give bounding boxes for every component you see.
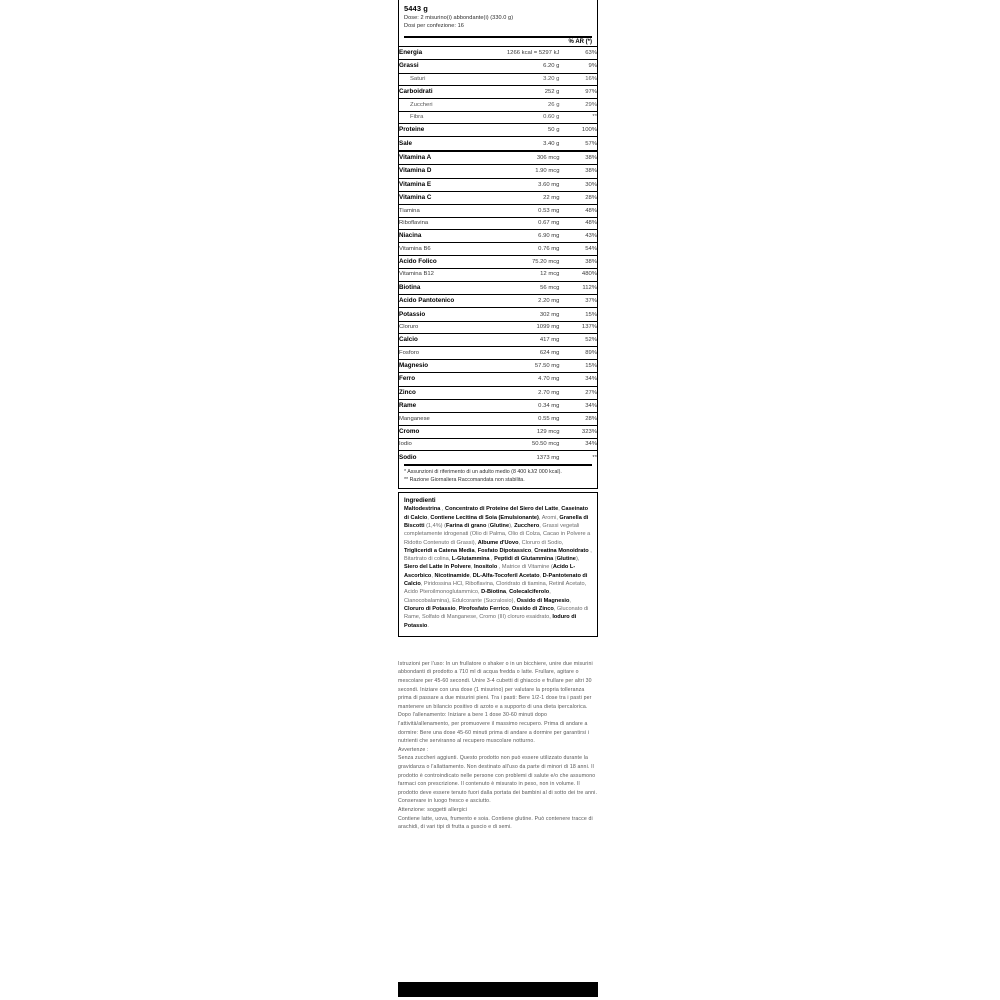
nutrition-row xyxy=(399,73,597,85)
nutrient-percent: ** xyxy=(559,111,597,123)
nutrient-name: Riboflavina xyxy=(399,217,495,229)
nutrition-table-body xyxy=(399,46,597,464)
nutrient-amount: 1373 mg xyxy=(495,451,560,464)
nutrient-name: Proteine xyxy=(399,124,495,137)
nutrition-row xyxy=(399,308,597,321)
nutrient-name: Iodio xyxy=(399,439,495,451)
nutrient-name: Potassio xyxy=(399,308,495,321)
nutrient-amount: 2.70 mg xyxy=(495,386,560,399)
nutrient-percent: 57% xyxy=(559,137,597,151)
nutrient-name: Vitamina D xyxy=(399,165,495,178)
directions-text: Istruzioni per l'uso: In un frullatore o shaker o in un bicchiere, unire due misurini abbondanti di prodotto a 710 ml di acqua fredda o latte. Frullare, agitare o mescolare per 45-60 secondi. Unire 3-4 cubetti di ghiaccio e frullare per altri 30 secondi. Iniziare con una dose (1 misurino) per valutare la propria tolleranza prima di passare a due misurini pieni. Tra i pasti: Bere 1/2-1 dose tra i pasti per mantenere un bilancio positivo di azoto e a supporto di una dieta ipercalorica. Dopo l'allenamento: Iniziare a bere 1 dose 30-60 minuti dopo l'attività/allenamento, per promuovere il massimo recupero. Prima di andare a dormire: Bere una dose 45-60 minuti prima di andare a dormire per garantirsi i nutrienti che serviranno al recupero muscolare notturno. xyxy=(398,660,593,745)
nutrition-row xyxy=(399,111,597,123)
nutrient-name: Biotina xyxy=(399,281,495,294)
nutrition-row xyxy=(399,60,597,73)
ingredients-text: Maltodestrina , Concentrato di Proteine del Siero del Latte, Caseinato di Calcio, Contiene Lecitina di Soia (Emulsionante), Aromi, Granella di Biscotti (1,4%) (Farina di grano (Glutine), Zucchero, Grassi vegetali completamente idrogenati (Olio di Palma, Olio di Colza, Cacao in Polvere a Ridotto Contenuto di Grassi), Albume d'Uovo, Cloruro di Sodio, Trigliceridi a Catena Media, Fosfato Dipotassico, Creatina Monoidrato , Bitartrato di colina, L-Glutammina , Peptidi di Glutammina (Glutine), Siero del Latte in Polvere, Inositolo , Matrice di Vitamine (Acido L-Ascorbico, Nicotinamide, DL-Alfa-Tocoferil Acetato, D-Pantotenato di Calcio, Piridossina HCl, Riboflavina, Cloridrato di tiamina, Retinil Acetato, Acido Pteroilmonoglutammico, D-Biotina, Colecalciferolo, Cianocobalamina), Edulcorante (Sucralosio), Ossido di Magnesio, Cloruro di Potassio, Pirofosfato Ferrico, Ossido di Zinco, Gluconato di Rame, Solfato di Manganese, Cromo (III) cloruro esaidrato, Ioduro di Potassio. xyxy=(404,506,592,629)
nutrient-name: Vitamina E xyxy=(399,178,495,191)
allergens-heading: Attenzione: soggetti allergici xyxy=(398,806,468,813)
ingredients-heading: Ingredienti xyxy=(404,497,436,505)
footnotes xyxy=(399,466,597,488)
nutrition-label xyxy=(398,0,598,832)
nutrient-amount: 0.67 mg xyxy=(495,217,560,229)
nutrient-amount: 3.20 g xyxy=(495,73,560,85)
nutrient-percent: 89% xyxy=(559,347,597,359)
nutrient-name: Saturi xyxy=(399,73,495,85)
nutrition-row xyxy=(399,294,597,307)
nutrient-percent: 112% xyxy=(559,281,597,294)
nutrient-amount: 6.20 g xyxy=(495,60,560,73)
nutrition-facts-panel xyxy=(398,0,598,489)
nutrient-amount: 2.20 mg xyxy=(495,294,560,307)
nutrition-row xyxy=(399,425,597,438)
nutrient-amount: 3.60 mg xyxy=(495,178,560,191)
nutrient-percent: ** xyxy=(559,451,597,464)
nutrient-percent: 97% xyxy=(559,85,597,98)
nutrient-amount: 50 g xyxy=(495,124,560,137)
nutrition-row xyxy=(399,137,597,151)
nutrient-name: Tiamina xyxy=(399,205,495,217)
nutrient-percent: 34% xyxy=(559,373,597,386)
nutrition-row xyxy=(399,255,597,268)
nutrition-row xyxy=(399,151,597,165)
nutrition-row xyxy=(399,205,597,217)
usage-and-warnings xyxy=(398,660,598,832)
nutrient-amount: 0.60 g xyxy=(495,111,560,123)
nutrient-name: Vitamina A xyxy=(399,151,495,165)
nutrition-row xyxy=(399,191,597,204)
nutrient-amount: 302 mg xyxy=(495,308,560,321)
nutrient-name: Calcio xyxy=(399,334,495,347)
footnote-single-asterisk: * Assunzioni di riferimento di un adulto medio (8 400 kJ/2 000 kcal). xyxy=(404,469,562,476)
nutrient-percent: 29% xyxy=(559,99,597,111)
nutrient-name: Acido Pantotenico xyxy=(399,294,495,307)
servings-per-container-line: Dosi per confezione: 16 xyxy=(404,23,464,30)
nutrient-name: Zinco xyxy=(399,386,495,399)
nutrient-percent: 48% xyxy=(559,205,597,217)
nutrient-percent: 27% xyxy=(559,386,597,399)
nutrient-percent: 28% xyxy=(559,413,597,425)
footnote-double-asterisk: ** Razione Giornaliera Raccomandata non stabilita. xyxy=(404,476,525,483)
nutrition-row xyxy=(399,46,597,59)
nutrient-percent: 323% xyxy=(559,425,597,438)
nutrient-amount: 0.53 mg xyxy=(495,205,560,217)
nutrient-name: Acido Folico xyxy=(399,255,495,268)
net-weight: 5443 g xyxy=(404,4,428,13)
nutrient-name: Rame xyxy=(399,399,495,412)
nutrient-name: Ferro xyxy=(399,373,495,386)
nutrition-row xyxy=(399,165,597,178)
nutrient-name: Fibra xyxy=(399,111,495,123)
nutrient-percent: 16% xyxy=(559,73,597,85)
nutrition-row xyxy=(399,451,597,464)
nutrition-row xyxy=(399,373,597,386)
nutrient-name: Cloruro xyxy=(399,321,495,333)
nutrient-name: Vitamina C xyxy=(399,191,495,204)
nutrition-row xyxy=(399,321,597,333)
nutrient-percent: 28% xyxy=(559,191,597,204)
nutrient-amount: 0.76 mg xyxy=(495,243,560,255)
nutrient-percent: 30% xyxy=(559,178,597,191)
nutrient-amount: 306 mcg xyxy=(495,151,560,165)
nutrient-name: Sodio xyxy=(399,451,495,464)
ingredients-box xyxy=(398,492,598,636)
nutrient-percent: 48% xyxy=(559,217,597,229)
nutrient-name: Cromo xyxy=(399,425,495,438)
allergens-text: Contiene latte, uova, frumento e soia. Contiene glutine. Può contenere tracce di arachidi, di vari tipi di frutta a guscio e di semi. xyxy=(398,815,593,831)
nutrient-amount: 57.50 mg xyxy=(495,359,560,372)
nutrient-amount: 4.70 mg xyxy=(495,373,560,386)
nutrient-amount: 252 g xyxy=(495,85,560,98)
serving-size-line: Dose: 2 misurino(i) abbondante(i) (330.0 g) xyxy=(404,15,514,21)
nutrition-table xyxy=(399,46,597,464)
nutrition-row xyxy=(399,269,597,281)
nutrient-percent: 15% xyxy=(559,359,597,372)
nutrient-amount: 0.34 mg xyxy=(495,399,560,412)
nutrient-percent: 100% xyxy=(559,124,597,137)
nutrition-row xyxy=(399,281,597,294)
nutrient-name: Magnesio xyxy=(399,359,495,372)
nutrient-percent: 38% xyxy=(559,165,597,178)
nutrient-amount: 0.55 mg xyxy=(495,413,560,425)
nutrient-name: Carboidrati xyxy=(399,85,495,98)
nutrient-percent: 43% xyxy=(559,230,597,243)
nutrition-row xyxy=(399,386,597,399)
panel-header xyxy=(399,0,597,34)
nutrient-percent: 34% xyxy=(559,399,597,412)
nutrient-amount: 56 mcg xyxy=(495,281,560,294)
nutrient-amount: 1099 mg xyxy=(495,321,560,333)
nutrient-percent: 9% xyxy=(559,60,597,73)
nutrition-row xyxy=(399,124,597,137)
nutrient-name: Vitamina B6 xyxy=(399,243,495,255)
nutrition-row xyxy=(399,217,597,229)
nutrition-row xyxy=(399,243,597,255)
nutrient-name: Grassi xyxy=(399,60,495,73)
nutrient-name: Manganese xyxy=(399,413,495,425)
nutrient-name: Energia xyxy=(399,46,495,59)
warnings-text: Senza zuccheri aggiunti. Questo prodotto non può essere utilizzato durante la gravidanza o l'allattamento. Non destinato all'uso da parte di minori di 18 anni. Il prodotto è controindicato nelle persone con problemi di salute e/o che assumono farmaci con prescrizione. Il contenuto è misurato in peso, non in volume. Il prodotto deve essere tenuto fuori dalla portata dei bambini al di sotto dei tre anni. Conservare in luogo fresco e asciutto. xyxy=(398,755,598,805)
nutrition-row xyxy=(399,334,597,347)
nutrition-row xyxy=(399,399,597,412)
nutrition-row xyxy=(399,178,597,191)
nutrient-percent: 37% xyxy=(559,294,597,307)
nutrient-amount: 1266 kcal = 5297 kJ xyxy=(495,46,560,59)
nutrient-name: Vitamina B12 xyxy=(399,269,495,281)
nutrient-amount: 50.50 mcg xyxy=(495,439,560,451)
nutrient-amount: 26 g xyxy=(495,99,560,111)
nutrient-percent: 480% xyxy=(559,269,597,281)
nutrient-percent: 34% xyxy=(559,439,597,451)
black-bar xyxy=(398,982,598,997)
nutrient-amount: 1.90 mcg xyxy=(495,165,560,178)
ar-column-header: % AR (*) xyxy=(568,38,592,45)
nutrient-amount: 12 mcg xyxy=(495,269,560,281)
nutrition-row xyxy=(399,439,597,451)
nutrition-row xyxy=(399,230,597,243)
nutrient-amount: 22 mg xyxy=(495,191,560,204)
nutrient-percent: 54% xyxy=(559,243,597,255)
nutrient-amount: 129 mcg xyxy=(495,425,560,438)
nutrition-row xyxy=(399,99,597,111)
nutrient-amount: 75.20 mcg xyxy=(495,255,560,268)
nutrient-name: Fosforo xyxy=(399,347,495,359)
nutrient-name: Zuccheri xyxy=(399,99,495,111)
nutrient-percent: 38% xyxy=(559,255,597,268)
nutrient-percent: 52% xyxy=(559,334,597,347)
nutrient-amount: 6.90 mg xyxy=(495,230,560,243)
nutrient-percent: 137% xyxy=(559,321,597,333)
nutrient-amount: 417 mg xyxy=(495,334,560,347)
warnings-heading: Avvertenze : xyxy=(398,746,429,753)
nutrient-percent: 38% xyxy=(559,151,597,165)
nutrient-amount: 624 mg xyxy=(495,347,560,359)
nutrient-amount: 3.40 g xyxy=(495,137,560,151)
nutrition-row xyxy=(399,85,597,98)
nutrition-row xyxy=(399,347,597,359)
nutrient-percent: 63% xyxy=(559,46,597,59)
nutrient-percent: 15% xyxy=(559,308,597,321)
nutrient-name: Sale xyxy=(399,137,495,151)
nutrition-row xyxy=(399,413,597,425)
nutrient-name: Niacina xyxy=(399,230,495,243)
nutrition-row xyxy=(399,359,597,372)
